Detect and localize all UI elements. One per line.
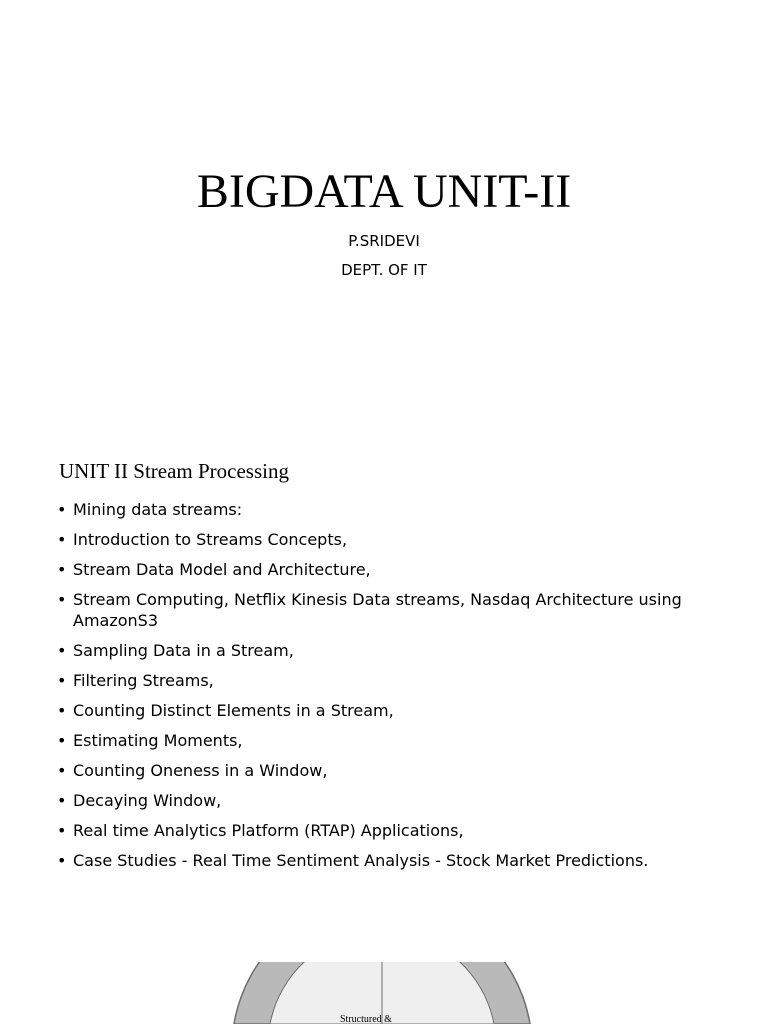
diagram-label: Structured & bbox=[340, 1014, 392, 1024]
list-item bbox=[57, 640, 747, 661]
bullet-icon: • bbox=[57, 500, 67, 519]
slide-title: BIGDATA UNIT-II bbox=[196, 165, 572, 218]
list-item bbox=[57, 850, 747, 871]
bullet-icon: • bbox=[57, 731, 67, 750]
department-name: DEPT. OF IT bbox=[341, 261, 427, 279]
diagram-partial bbox=[232, 962, 532, 1024]
list-item-text: Real time Analytics Platform (RTAP) Applications, bbox=[73, 821, 464, 840]
list-item-text: Counting Distinct Elements in a Stream, bbox=[73, 701, 394, 720]
bullet-icon: • bbox=[57, 851, 67, 870]
list-item bbox=[57, 589, 747, 631]
list-item-text: Stream Data Model and Architecture, bbox=[73, 560, 371, 579]
bullet-icon: • bbox=[57, 791, 67, 810]
list-item bbox=[57, 730, 747, 751]
bullet-icon: • bbox=[57, 671, 67, 690]
section-heading: UNIT II Stream Processing bbox=[59, 459, 289, 483]
topic-list bbox=[57, 499, 747, 880]
bullet-icon: • bbox=[57, 590, 67, 609]
list-item bbox=[57, 499, 747, 520]
bullet-icon: • bbox=[57, 641, 67, 660]
list-item-text: Case Studies - Real Time Sentiment Analysis - Stock Market Predictions. bbox=[73, 851, 649, 870]
list-item bbox=[57, 529, 747, 550]
list-item bbox=[57, 790, 747, 811]
bullet-icon: • bbox=[57, 530, 67, 549]
bullet-icon: • bbox=[57, 701, 67, 720]
list-item-text: Stream Computing, Netflix Kinesis Data streams, Nasdaq Architecture using AmazonS3 bbox=[73, 590, 682, 630]
list-item bbox=[57, 670, 747, 691]
list-item bbox=[57, 700, 747, 721]
author-name: P.SRIDEVI bbox=[348, 232, 420, 250]
list-item-text: Introduction to Streams Concepts, bbox=[73, 530, 348, 549]
ring-diagram bbox=[232, 962, 532, 1024]
list-item-text: Mining data streams: bbox=[73, 500, 243, 519]
bullet-icon: • bbox=[57, 821, 67, 840]
list-item-text: Decaying Window, bbox=[73, 791, 222, 810]
bullet-icon: • bbox=[57, 560, 67, 579]
list-item bbox=[57, 760, 747, 781]
list-item-text: Sampling Data in a Stream, bbox=[73, 641, 294, 660]
list-item-text: Filtering Streams, bbox=[73, 671, 214, 690]
bullet-icon: • bbox=[57, 761, 67, 780]
list-item-text: Counting Oneness in a Window, bbox=[73, 761, 328, 780]
list-item bbox=[57, 559, 747, 580]
list-item-text: Estimating Moments, bbox=[73, 731, 243, 750]
list-item bbox=[57, 820, 747, 841]
